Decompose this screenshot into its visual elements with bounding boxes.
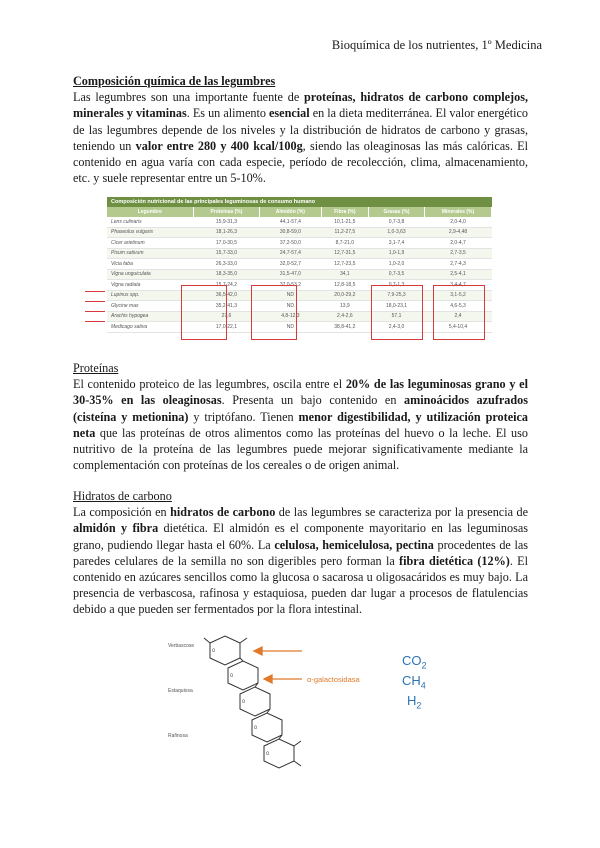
svg-text:O: O (242, 699, 246, 704)
table-header-cell: Almidón (%) (260, 207, 321, 217)
section-carbohydrates (73, 488, 528, 618)
table-cell: 57,1 (369, 311, 425, 322)
table-cell: 15,9-31,3 (193, 217, 259, 227)
table-cell: 35,2-41,3 (193, 301, 259, 312)
bold-text: menor digestibilidad, y utilización proteica neta (73, 409, 528, 440)
table-cell: 27,6 (193, 311, 259, 322)
text-run: El contenido proteico de las legumbres, oscila entre el (73, 377, 346, 392)
text-run: Las legumbres son una importante fuente de (73, 90, 304, 105)
table-cell: 34,1 (321, 269, 368, 280)
table-cell: 12,8-18,5 (321, 280, 368, 291)
arrow-lupinus (85, 291, 105, 292)
table-header-cell: Minerales (%) (425, 207, 492, 217)
paragraph-composition (73, 89, 528, 186)
table-row-name: Arachis hypogea (107, 311, 193, 322)
arrow-glycine (85, 301, 105, 302)
arrow-medicago (85, 321, 105, 322)
highlight-mineral-box (433, 285, 485, 340)
table-cell: 1,0-3,63 (369, 227, 425, 238)
svg-text:O: O (212, 648, 216, 653)
table-cell: 1,0-1,9 (369, 248, 425, 259)
paragraph-proteins (73, 376, 528, 473)
bold-text: almidón y fibra (73, 521, 159, 536)
enzyme-arrows (240, 645, 310, 695)
label-rafinosa: Rafinosa (168, 733, 188, 739)
section-title-carbohydrates: Hidratos de carbono (73, 489, 172, 503)
table-cell: ND (260, 301, 321, 312)
gas-h2: $H_2$ (407, 693, 422, 711)
table-cell: 2,7-4,3 (425, 259, 492, 270)
table-cell: 2,0-4,0 (425, 217, 492, 227)
table-cell: 2,7-3,5 (425, 248, 492, 259)
table-header-cell: Grasas (%) (369, 207, 425, 217)
table-cell: 13,9 (321, 301, 368, 312)
table-cell: 18,1-26,3 (193, 227, 259, 238)
table-cell: 26,3-33,0 (193, 259, 259, 270)
table-cell: 32,0-52,7 (260, 259, 321, 270)
svg-text:O: O (230, 673, 234, 678)
table-cell: 24,7-57,4 (260, 248, 321, 259)
table-cell: ND (260, 322, 321, 333)
bold-text: celulosa, hemicelulosa, pectina (274, 537, 434, 552)
table-cell: 12,7-31,5 (321, 248, 368, 259)
section-composition (73, 73, 528, 186)
bold-text: hidratos de carbono (170, 505, 276, 520)
table-cell: 15,7-33,0 (193, 248, 259, 259)
paragraph-carbohydrates (73, 504, 528, 617)
section-proteins (73, 360, 528, 473)
table-cell: 7,9-25,3 (369, 290, 425, 301)
table-row-name: Vigna radiata (107, 280, 193, 291)
table-cell: 3,1-5,2 (425, 290, 492, 301)
table-cell: 4,8-12,3 (260, 311, 321, 322)
table-caption: Composición nutricional de las principales leguminosas de consumo humano (107, 197, 492, 207)
table-cell: 37,2-50,0 (260, 238, 321, 249)
table-cell: ND (260, 290, 321, 301)
gas-co2: $CO_2$ (402, 653, 427, 671)
table-cell: 2,4-2,6 (321, 311, 368, 322)
nutrition-table-figure (107, 197, 492, 339)
table-row-name: Pisum sativum (107, 248, 193, 259)
text-run: de las legumbres se caracteriza por la presencia de (275, 505, 528, 520)
section-title-composition: Composición química de las legumbres (73, 74, 276, 88)
table-row (107, 238, 492, 249)
table-cell: 31,5-47,0 (260, 269, 321, 280)
highlight-protein-box (181, 285, 227, 340)
table-cell: 0,7-3,8 (369, 217, 425, 227)
section-title-proteins: Proteínas (73, 361, 119, 375)
page-header: Bioquímica de los nutrientes, 1º Medicina (331, 38, 542, 52)
arrow-arachis (85, 311, 105, 312)
table-row (107, 217, 492, 227)
table-row-name: Vigna unguiculata (107, 269, 193, 280)
table-row-name: Lupinus spp. (107, 290, 193, 301)
bold-text: esencial (269, 106, 310, 121)
highlight-fat-box (371, 285, 423, 340)
table-row-name: Phaseolus vulgaris (107, 227, 193, 238)
table-cell: 37,0-53,2 (260, 280, 321, 291)
table-row-name: Lens culinaris (107, 217, 193, 227)
table-cell: 3,4-4,7 (425, 280, 492, 291)
text-run: La composición en (73, 505, 171, 520)
table-row-name: Medicago sativa (107, 322, 193, 333)
table-cell: 2,4-3,0 (369, 322, 425, 333)
table-cell: 1,0-2,0 (369, 259, 425, 270)
table-cell: 2,4 (425, 311, 492, 322)
label-verbascose: Verbascose (168, 643, 195, 649)
table-cell: 0,7-3,5 (369, 269, 425, 280)
table-cell: 20,0-29,2 (321, 290, 368, 301)
table-header-cell: Fibra (%) (321, 207, 368, 217)
table-cell: 2,0-4,7 (425, 238, 492, 249)
table-cell: 30,8-59,0 (260, 227, 321, 238)
table-cell: 3,1-7,4 (369, 238, 425, 249)
table-cell: 15,7-24,2 (193, 280, 259, 291)
text-run: en la dieta mediterránea. El valor energético de las legumbres depende de los niveles y la distribución de hidratos de carbono y grasas, teniendo un (73, 106, 529, 153)
table-header-cell: Proteínas (%) (193, 207, 259, 217)
table-cell: 2,5-4,1 (425, 269, 492, 280)
table-cell: 12,7-23,5 (321, 259, 368, 270)
enzyme-label: α-galactosidasa (307, 675, 360, 684)
bold-text: valor entre 280 y 400 kcal/100g (135, 138, 303, 153)
table-row-name: Vicia faba (107, 259, 193, 270)
table-cell: 8,7-21,0 (321, 238, 368, 249)
table-row (107, 269, 492, 280)
table-cell: 4,6-5,3 (425, 301, 492, 312)
text-run: . El contenido en azúcares sencillos como la glucosa o sacarosa u oligosacáridos es muy bajo. La presencia de verbascosa, rafinosa y estaquiosa, pueden dar lugar a procesos de flatulencias debido a que pueden ser fermentados por la flora intestinal. (73, 553, 528, 617)
table-row-name: Cicer arietinum (107, 238, 193, 249)
table-cell: 38,8-41,2 (321, 322, 368, 333)
table-cell: 18,0-23,1 (369, 301, 425, 312)
table-row (107, 248, 492, 259)
text-run: . Es un alimento (186, 106, 270, 121)
table-cell: 2,9-4,48 (425, 227, 492, 238)
table-row-name: Glycine max (107, 301, 193, 312)
table-cell: 0,7-1,3 (369, 280, 425, 291)
text-run: que las proteínas de otros alimentos como las proteínas del huevo o la leche. El uso nutritivo de la proteína de las legumbres puede mejorar significativamente mediante la complementación con proteínas de los cereales o de origen animal. (73, 425, 528, 473)
table-header-row (107, 207, 492, 217)
table-cell: 17,0-22,1 (193, 322, 259, 333)
table-cell: 36,5-42,0 (193, 290, 259, 301)
table-cell: 10,1-21,5 (321, 217, 368, 227)
table-cell: 44,1-57,4 (260, 217, 321, 227)
svg-text:O: O (254, 725, 258, 730)
table-cell: 5,4-10,4 (425, 322, 492, 333)
bold-text: aminoácidos azufrados (cisteína y metionina) (73, 393, 529, 424)
bold-text: 20% de las leguminosas grano y el 30-35% en las oleaginosas (73, 377, 528, 408)
table-row (107, 227, 492, 238)
svg-text:O: O (266, 751, 270, 756)
bold-text: fibra dietética (12%) (399, 553, 510, 568)
text-run: dietética. El almidón es el componente mayoritario en las leguminosas grano, pudiendo llegar hasta el 60%. La (73, 521, 528, 552)
label-estaquiosa: Estaquiosa (168, 688, 193, 694)
text-run: . Presenta un bajo contenido en (221, 393, 404, 408)
table-cell: 18,3-35,0 (193, 269, 259, 280)
text-run: procedentes de las paredes celulares de la semilla no son digeribles pero forman la (73, 537, 528, 568)
table-row (107, 259, 492, 270)
text-run: y triptófano. Tienen (188, 409, 299, 424)
highlight-starch-box (251, 285, 297, 340)
text-run: , siendo las oleaginosas las más calóricas. El contenido en agua varía con cada especie, período de recolección, clima, almacenamiento, etc. y suele representar entre un 5-10%. (73, 138, 529, 186)
table-cell: 17,0-30,5 (193, 238, 259, 249)
table-header-cell: Legumbre (107, 207, 193, 217)
gas-ch4: $CH_4$ (402, 673, 426, 691)
bold-text: proteínas, hidratos de carbono complejos, minerales y vitaminas (73, 90, 528, 121)
table-cell: 11,2-27,5 (321, 227, 368, 238)
